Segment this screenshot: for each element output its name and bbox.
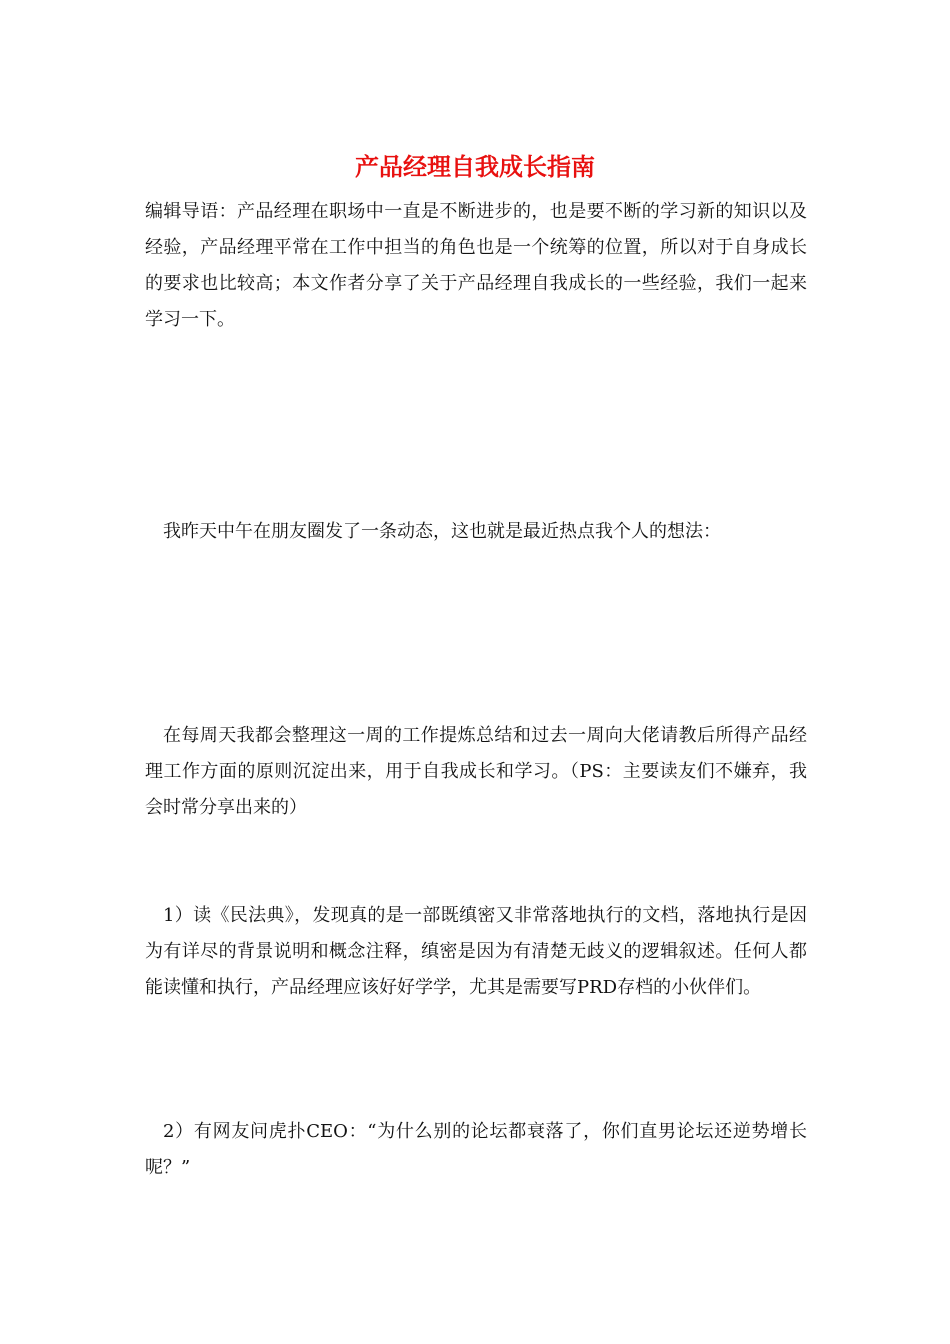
editor-intro-paragraph: 编辑导语：产品经理在职场中一直是不断进步的，也是要不断的学习新的知识以及经验，产品经理平常在工作中担当的角色也是一个统筹的位置，所以对于自身成长的要求也比较高；本文作者分享了关于产品经理自我成长的一些经验，我们一起来学习一下。 xyxy=(145,201,807,330)
list-item-hupu-ceo: 2）有网友问虎扑CEO：“为什么别的论坛都衰落了，你们直男论坛还逆势增长呢？” xyxy=(145,1121,807,1178)
list-item-civil-code: 1）读《民法典》，发现真的是一部既缜密又非常落地执行的文档，落地执行是因为有详尽的背景说明和概念注释，缜密是因为有清楚无歧义的逻辑叙述。任何人都能读懂和执行，产品经理应该好好学学，尤其是需要写PRD存档的小伙伴们。 xyxy=(145,905,807,998)
weekly-summary-paragraph: 在每周天我都会整理这一周的工作提炼总结和过去一周向大佬请教后所得产品经理工作方面的原则沉淀出来，用于自我成长和学习。（PS：主要读友们不嫌弃，我会时常分享出来的） xyxy=(145,725,807,818)
moments-paragraph: 我昨天中午在朋友圈发了一条动态，这也就是最近热点我个人的想法： xyxy=(163,521,721,542)
document-title: 产品经理自我成长指南 xyxy=(355,152,595,181)
